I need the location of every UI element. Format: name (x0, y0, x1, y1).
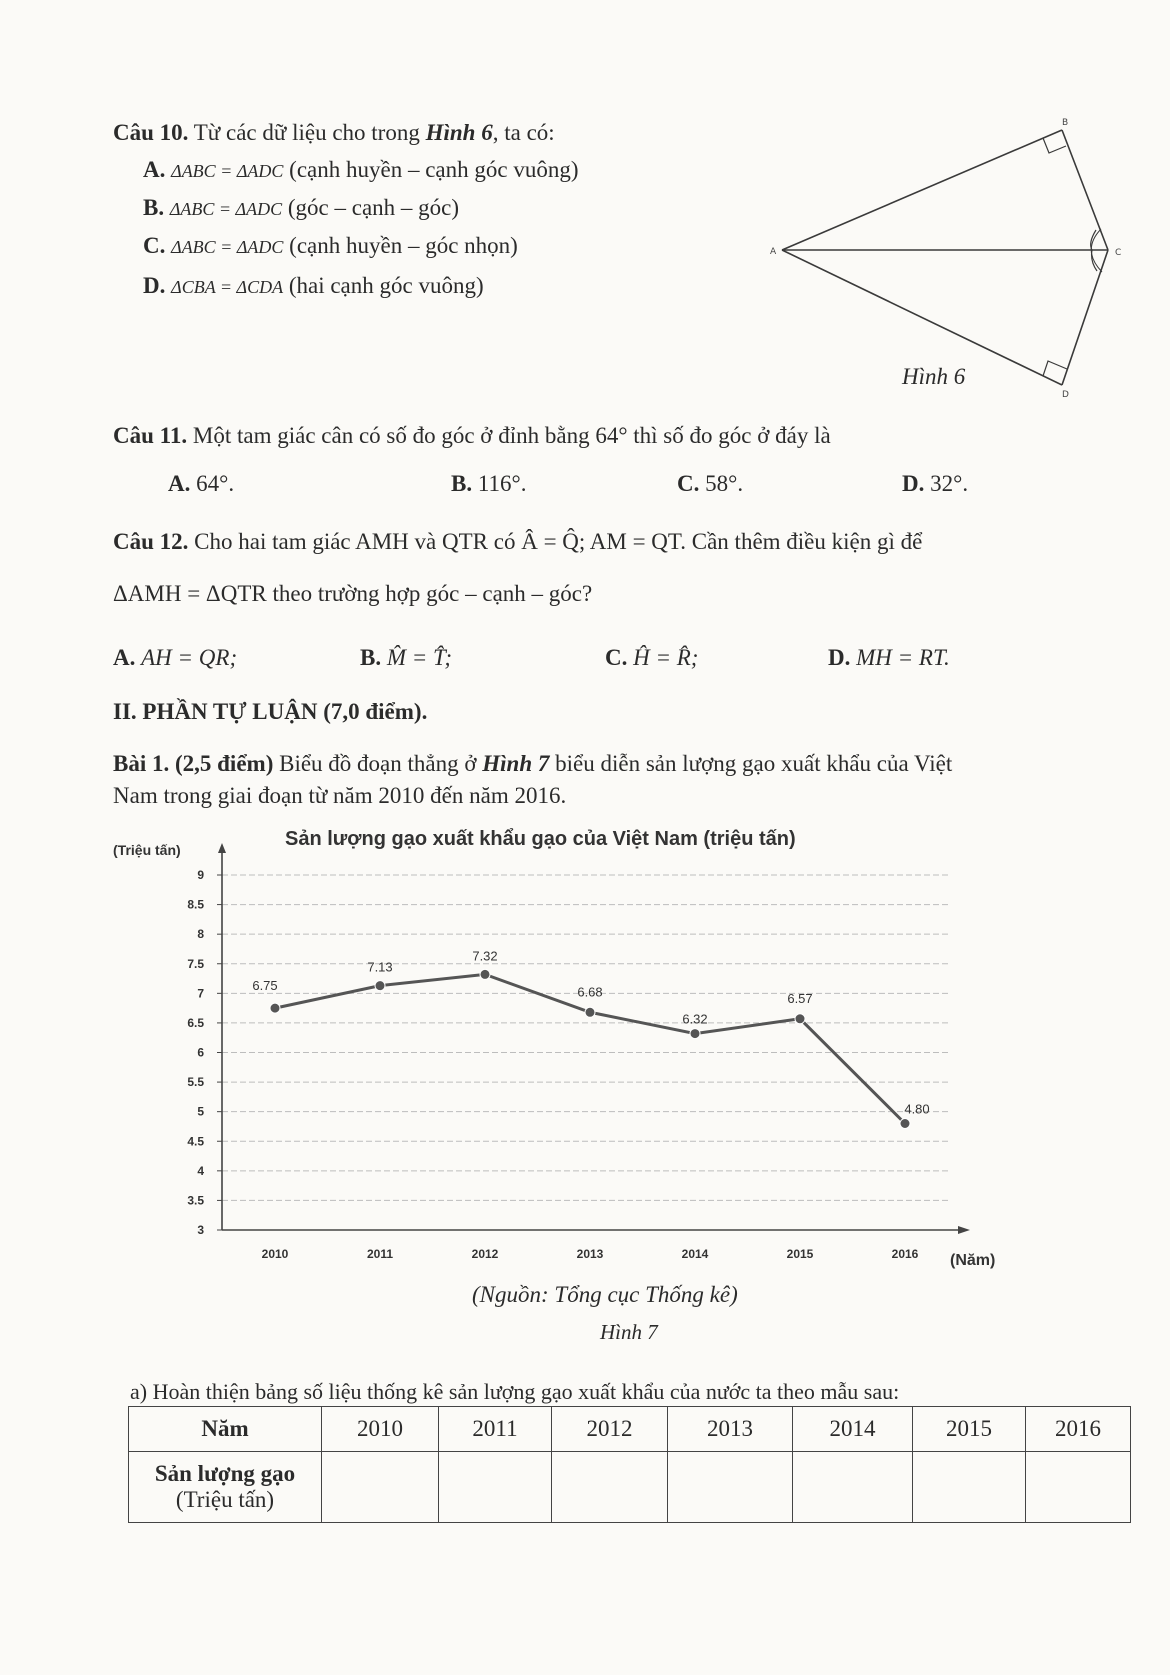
q11-label: Câu 11. (113, 423, 188, 448)
q12-option-a (113, 644, 237, 672)
option-value: 58°. (705, 471, 744, 496)
data-label: 7.13 (367, 959, 393, 975)
data-point (690, 1029, 700, 1039)
option-note: (cạnh huyền – cạnh góc vuông) (289, 157, 579, 182)
option-value: 64°. (196, 471, 235, 496)
data-label: 6.75 (252, 978, 278, 994)
q10-text-before: Từ các dữ liệu cho trong (188, 120, 426, 145)
table-year-cell: 2014 (793, 1407, 913, 1452)
chart-title: Sản lượng gạo xuất khẩu gạo của Việt Nam (triệu tấn) (285, 828, 796, 850)
data-label: 6.57 (787, 990, 813, 1006)
data-point (795, 1014, 805, 1024)
series-line (275, 974, 905, 1123)
q12-stem-line1 (113, 528, 922, 556)
option-note: (hai cạnh góc vuông) (288, 273, 484, 298)
y-tick-label: 4 (197, 1163, 204, 1178)
q11-option-a (168, 470, 234, 498)
data-label: 6.68 (577, 984, 603, 1000)
y-tick-label: 5 (197, 1104, 204, 1119)
table-year-cell: 2013 (668, 1407, 793, 1452)
table-year-cell: 2012 (552, 1407, 668, 1452)
q11-option-b (451, 470, 526, 498)
data-label: 4.80 (904, 1101, 930, 1117)
y-tick-label: 8.5 (187, 897, 204, 912)
option-letter: B. (360, 645, 382, 670)
y-tick-label: 4.5 (187, 1134, 204, 1149)
option-letter: C. (605, 645, 628, 670)
bai1-label: Bài 1. (2,5 điểm) (113, 751, 274, 776)
q10-option-b (143, 194, 459, 223)
table-value-cell[interactable] (913, 1452, 1026, 1523)
option-letter: A. (113, 645, 136, 670)
chart-ylabel: (Triệu tấn) (113, 842, 181, 858)
y-tick-label: 7 (197, 986, 204, 1001)
data-point (585, 1007, 595, 1017)
option-expr: ΔCBA = ΔCDA (171, 277, 284, 297)
table-row (129, 1452, 1131, 1523)
q10-figure-ref: Hình 6 (425, 120, 493, 145)
q11-option-c (677, 470, 743, 498)
point-label-b: B (1062, 118, 1069, 128)
table-value-cell[interactable] (552, 1452, 668, 1523)
table-value-cell[interactable] (439, 1452, 552, 1523)
option-letter: A. (143, 157, 166, 182)
y-tick-label: 3.5 (187, 1193, 204, 1208)
option-letter: B. (143, 195, 165, 220)
data-label: 7.32 (472, 948, 498, 964)
option-expr: ΔABC = ΔADC (171, 237, 284, 257)
q10-option-d (143, 272, 484, 301)
q11-stem (113, 422, 831, 450)
option-letter: B. (451, 471, 473, 496)
bai1-line1 (113, 750, 952, 778)
bai1-text-after: biểu diễn sản lượng gạo xuất khẩu của Việt (549, 751, 953, 776)
option-letter: A. (168, 471, 191, 496)
option-note: (cạnh huyền – góc nhọn) (289, 233, 518, 258)
x-tick-label: 2014 (681, 1247, 709, 1261)
segment-dc (1062, 250, 1108, 385)
data-point (480, 969, 490, 979)
figure-6-caption: Hình 6 (902, 364, 966, 389)
stats-table (128, 1406, 1131, 1523)
chart-xlabel: (Năm) (950, 1252, 996, 1269)
segment-bc (1062, 130, 1108, 250)
option-value: 116°. (477, 471, 527, 496)
q10-text-after: , ta có: (492, 120, 555, 145)
table-row-label (129, 1452, 322, 1523)
table-row (129, 1407, 1131, 1452)
option-expr: ΔABC = ΔADC (171, 161, 284, 181)
y-tick-label: 5.5 (187, 1075, 204, 1090)
right-angle-d (1043, 361, 1067, 376)
option-letter: D. (902, 471, 925, 496)
table-value-cell[interactable] (793, 1452, 913, 1523)
option-letter: D. (143, 273, 166, 298)
q10-stem (113, 119, 555, 147)
q12-stem-line2: ΔAMH = ΔQTR theo trường hợp góc – cạnh – góc? (113, 581, 593, 606)
option-letter: D. (828, 645, 851, 670)
x-tick-label: 2010 (261, 1247, 289, 1261)
x-tick-label: 2016 (891, 1247, 919, 1261)
table-value-cell[interactable] (668, 1452, 793, 1523)
figure-6-kite (770, 115, 1130, 405)
section-2-title: II. PHẦN TỰ LUẬN (7,0 điểm). (113, 699, 428, 724)
bai1-text-before: Biểu đồ đoạn thẳng ở (273, 751, 483, 776)
option-value: AH = QR; (141, 645, 238, 670)
q12-line1: Cho hai tam giác AMH và QTR có Â = Q̂; AM = QT. Cần thêm điều kiện gì để (188, 529, 923, 554)
q12-option-d (828, 644, 950, 672)
row-label-line2: (Triệu tấn) (175, 1487, 275, 1512)
bai1-figure-ref: Hình 7 (482, 751, 550, 776)
part-a-text: a) Hoàn thiện bảng số liệu thống kê sản lượng gạo xuất khẩu của nước ta theo mẫu sau: (130, 1379, 900, 1404)
bai1-line2: Nam trong giai đoạn từ năm 2010 đến năm 2016. (113, 783, 567, 808)
table-year-cell: 2015 (913, 1407, 1026, 1452)
x-tick-label: 2012 (471, 1247, 499, 1261)
y-tick-label: 6 (197, 1045, 204, 1060)
y-axis-arrow (218, 843, 226, 853)
q10-option-c (143, 232, 518, 261)
x-axis-arrow (958, 1226, 970, 1234)
data-label: 6.32 (682, 1011, 708, 1027)
option-value: 32°. (930, 471, 969, 496)
x-tick-label: 2011 (366, 1247, 394, 1261)
figure-7-caption: Hình 7 (600, 1320, 658, 1344)
option-value: Ĥ = R̂; (633, 645, 699, 670)
option-letter: C. (143, 233, 166, 258)
y-tick-label: 8 (197, 927, 204, 942)
table-year-cell: 2011 (439, 1407, 552, 1452)
segment-ab (782, 130, 1062, 250)
data-point (270, 1003, 280, 1013)
q11-option-d (902, 470, 968, 498)
right-angle-b (1043, 138, 1066, 153)
option-note: (góc – cạnh – góc) (287, 195, 460, 220)
y-tick-label: 3 (197, 1223, 204, 1237)
q12-option-c (605, 644, 698, 672)
table-header-year-label: Năm (129, 1407, 322, 1452)
data-point (375, 981, 385, 991)
option-value: MH = RT. (856, 645, 950, 670)
option-letter: C. (677, 471, 700, 496)
table-year-cell: 2016 (1026, 1407, 1131, 1452)
q11-text: Một tam giác cân có số đo góc ở đỉnh bằng 64° thì số đo góc ở đáy là (187, 423, 831, 448)
row-label-line1: Sản lượng gạo (154, 1461, 296, 1486)
q12-option-b (360, 644, 452, 672)
q12-label: Câu 12. (113, 529, 189, 554)
point-label-c: C (1115, 248, 1122, 258)
data-point (900, 1119, 910, 1129)
chart-source: (Nguồn: Tổng cục Thống kê) (472, 1282, 738, 1307)
y-tick-label: 6.5 (187, 1015, 204, 1030)
q10-label: Câu 10. (113, 120, 189, 145)
q10-option-a (143, 156, 578, 185)
option-expr: ΔABC = ΔADC (169, 199, 283, 219)
y-tick-label: 9 (197, 868, 204, 882)
table-value-cell[interactable] (322, 1452, 439, 1523)
option-value: M̂ = T̂; (386, 645, 452, 670)
x-tick-label: 2013 (576, 1247, 604, 1261)
point-label-a: A (770, 247, 777, 257)
x-tick-label: 2015 (786, 1247, 814, 1261)
y-tick-label: 7.5 (187, 956, 204, 971)
table-year-cell: 2010 (322, 1407, 439, 1452)
point-label-d: D (1062, 390, 1069, 400)
table-value-cell[interactable] (1026, 1452, 1131, 1523)
